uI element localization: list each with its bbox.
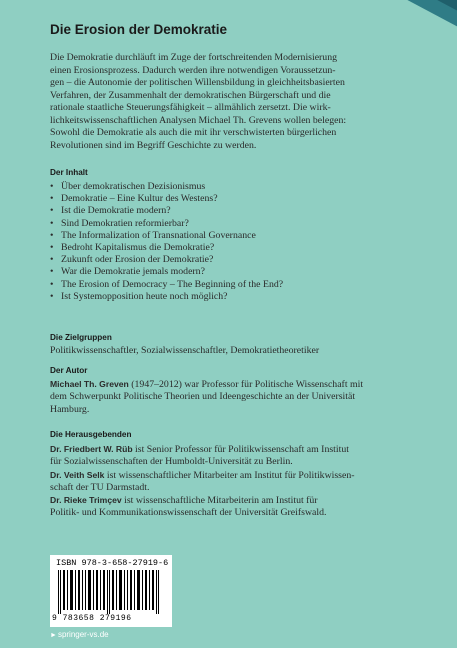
editor-name: Dr. Rieke Trimçev bbox=[50, 495, 122, 506]
list-item-label: Sind Demokratien reformierbar? bbox=[61, 217, 189, 229]
book-title: Die Erosion der Demokratie bbox=[50, 22, 228, 37]
author-line: (1947–2012) war Professor für Politische Wissenschaft mit bbox=[128, 379, 364, 390]
author-heading: Der Autor bbox=[50, 366, 88, 375]
author-line: dem Schwerpunkt Politische Theorien und Ideengeschichte an der Universität bbox=[50, 391, 356, 403]
intro-line: rationale staatliche Steuerungsfähigkeit – allmählich zersetzt. Die wirk- bbox=[50, 102, 331, 113]
list-item-label: Zukunft oder Erosion der Demokratie? bbox=[61, 254, 214, 266]
barcode bbox=[50, 555, 172, 627]
list-item bbox=[50, 218, 283, 230]
website-text: springer-vs.de bbox=[57, 630, 109, 639]
list-item-label: Bedroht Kapitalismus die Demokratie? bbox=[61, 242, 215, 254]
editor-line: Politik- und Kommunikationswissenschaft der Universität Greifswald. bbox=[50, 507, 327, 519]
list-item-label: Über demokratischen Dezisionismus bbox=[61, 181, 206, 192]
isbn-text: ISBN 978-3-658-27919-6 bbox=[56, 558, 169, 568]
bullet-icon: • bbox=[50, 278, 54, 290]
barcode-bars bbox=[56, 570, 168, 614]
editor-line: für Sozialwissenschaften der Humboldt-Universität zu Berlin. bbox=[50, 456, 293, 468]
list-item bbox=[50, 242, 283, 254]
bullet-icon: • bbox=[50, 266, 54, 278]
bullet-icon: • bbox=[50, 193, 54, 205]
bullet-icon: • bbox=[50, 181, 54, 192]
author-line: Hamburg. bbox=[50, 403, 90, 415]
audience-line: Politikwissenschaftler, Sozialwissenschaftler, Demokratietheoretiker bbox=[50, 345, 320, 356]
intro-line: Revolutionen sind im Begriff Geschichte zu werden. bbox=[50, 139, 257, 151]
editor-name: Dr. Veith Selk bbox=[50, 469, 105, 480]
intro-line: gen – die Autonomie der politischen Willensbildung in gleichheitsbasierten bbox=[50, 77, 345, 88]
contents-heading: Der Inhalt bbox=[50, 168, 88, 177]
list-item bbox=[50, 181, 283, 193]
bullet-icon: • bbox=[50, 229, 54, 241]
list-item bbox=[50, 279, 283, 291]
publisher-website-link[interactable] bbox=[50, 630, 109, 639]
list-item bbox=[50, 193, 283, 205]
corner-band-light bbox=[404, 0, 457, 36]
intro-line: Verfahren, der Zusammenhalt der demokratischen Bürgerschaft und die bbox=[50, 89, 331, 101]
editors-heading: Die Herausgebenden bbox=[50, 430, 132, 439]
list-item bbox=[50, 205, 283, 217]
intro-line: Sowohl die Demokratie als auch die mit ihr verschwisterten bürgerlichen bbox=[50, 127, 337, 138]
intro-line: lichkeitswissenschaftlichen Analysen Michael Th. Grevens wollen belegen: bbox=[50, 114, 347, 126]
bullet-icon: • bbox=[50, 242, 54, 254]
editor-name: Dr. Friedbert W. Rüb bbox=[50, 444, 133, 454]
editor-line: ist Senior Professor für Politikwissenschaft am Institut bbox=[132, 444, 349, 455]
barcode-digits: 9 783658 279196 bbox=[52, 614, 132, 623]
list-item bbox=[50, 230, 283, 242]
audience-heading: Die Zielgruppen bbox=[50, 333, 112, 342]
intro-line: einen Erosionsprozess. Dadurch werden ihre notwendigen Voraussetzun- bbox=[50, 64, 336, 76]
list-item-label: The Erosion of Democracy – The Beginning of the End? bbox=[61, 278, 284, 290]
contents-list bbox=[50, 181, 283, 303]
list-item-label: The Informalization of Transnational Governance bbox=[61, 229, 256, 241]
author-name: Michael Th. Greven bbox=[50, 379, 129, 389]
list-item-label: Ist die Demokratie modern? bbox=[61, 205, 171, 217]
list-item-label: War die Demokratie jemals modern? bbox=[61, 266, 205, 278]
list-item bbox=[50, 266, 283, 278]
author-paragraph bbox=[50, 378, 410, 416]
editor-line: ist wissenschaftlicher Mitarbeiter am Institut für Politikwissen- bbox=[104, 469, 355, 481]
arrow-right-icon: ► bbox=[50, 632, 57, 639]
editor-line: ist wissenschaftliche Mitarbeiterin am Institut für bbox=[121, 495, 318, 507]
list-item bbox=[50, 254, 283, 266]
intro-paragraph bbox=[50, 52, 404, 152]
editors-paragraph bbox=[50, 443, 410, 520]
bullet-icon: • bbox=[50, 290, 54, 302]
audience-text bbox=[50, 345, 410, 357]
bullet-icon: • bbox=[50, 254, 54, 266]
corner-decoration bbox=[397, 0, 457, 40]
bullet-icon: • bbox=[50, 205, 54, 217]
list-item-label: Demokratie – Eine Kultur des Westens? bbox=[61, 193, 218, 205]
bullet-icon: • bbox=[50, 217, 54, 229]
list-item bbox=[50, 291, 283, 303]
intro-line: Die Demokratie durchläuft im Zuge der fortschreitenden Modernisierung bbox=[50, 52, 338, 63]
list-item-label: Ist Systemopposition heute noch möglich? bbox=[61, 290, 228, 302]
editor-line: schaft der TU Darmstadt. bbox=[50, 481, 150, 493]
